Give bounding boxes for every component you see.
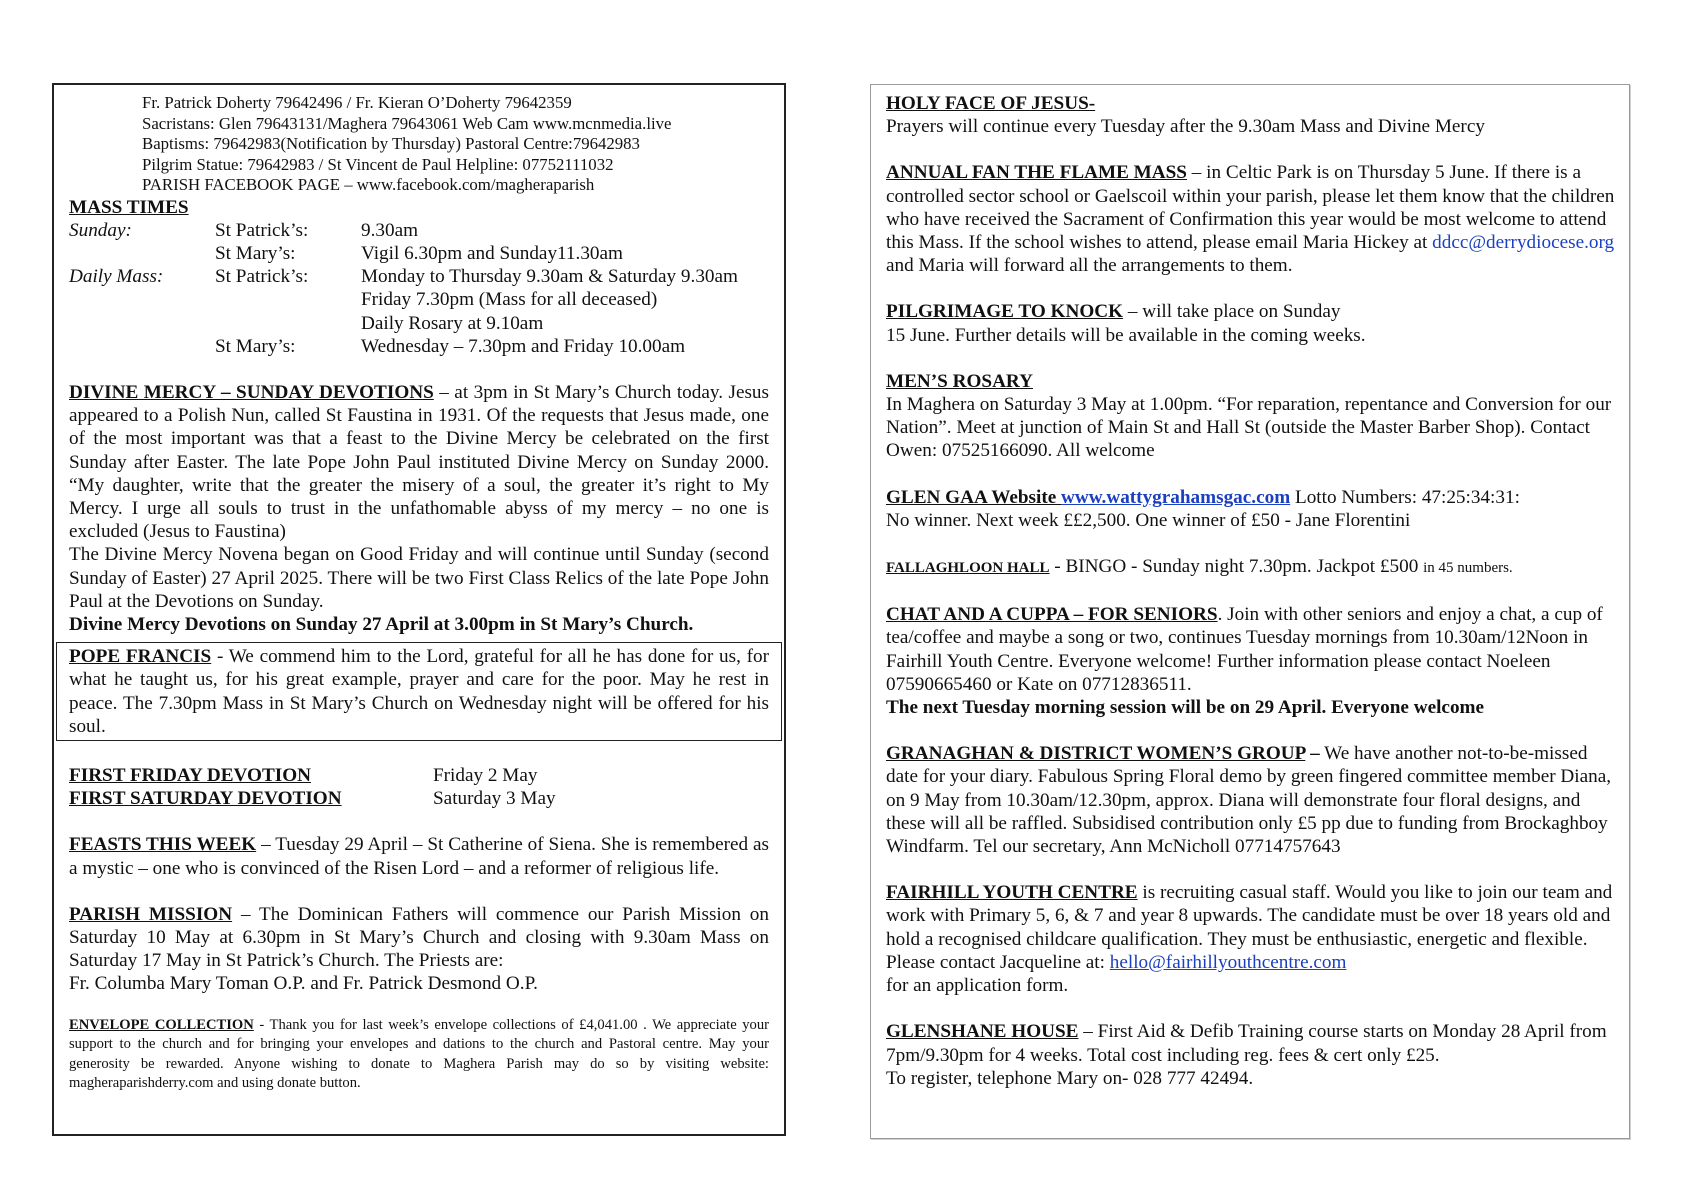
table-row — [69, 312, 738, 335]
glen-gaa-heading: GLEN GAA Website — [886, 486, 1062, 508]
pope-francis-box — [56, 642, 782, 741]
mass-time: Monday to Thursday 9.30am & Saturday 9.30am — [361, 266, 738, 288]
mass-church — [215, 288, 361, 311]
glenshane-text: – First Aid & Defib Training course starts on Monday 28 April from 7pm/9.30pm for 4 weeks. Total cost including reg. fees & cert only £25. — [886, 1021, 1607, 1066]
glenshane-paragraph — [886, 1020, 1615, 1066]
envelope-heading: ENVELOPE COLLECTION — [69, 1016, 254, 1033]
table-row — [69, 242, 738, 265]
glenshane-heading: GLENSHANE HOUSE — [886, 1021, 1079, 1043]
right-panel — [870, 84, 1630, 1139]
knock-paragraph — [886, 300, 1615, 323]
divine-mercy-novena: The Divine Mercy Novena began on Good Friday and will continue until Sunday (second Sunday of Easter) 27 April 2025. There will be two First Class Relics of the late Pope John Paul at the Devotions on Sunday. — [69, 544, 769, 612]
devotion-date: Friday 2 May — [433, 764, 538, 786]
mass-church: St Mary’s: — [215, 335, 296, 357]
fairhill-text-2: for an application form. — [886, 975, 1069, 997]
glen-gaa-text-2: No winner. Next week ££2,500. One winner of £50 - Jane Florentini — [886, 509, 1411, 531]
chat-text: . Join with other seniors and enjoy a chat, a cup of tea/coffee and maybe a song or two, continues Tuesday mornings from 10.30am/12Noon in Fairhill Youth Centre. Everyone welcome! Further information please contact Noeleen 07590665460 or Kate on 07712836511. — [886, 604, 1603, 695]
fan-flame-heading: ANNUAL FAN THE FLAME MASS — [886, 162, 1187, 184]
contact-line: Pilgrim Statue: 79642983 / St Vincent de Paul Helpline: 07752111032 — [142, 154, 614, 174]
devotion-label: FIRST FRIDAY DEVOTION — [69, 764, 311, 786]
glen-gaa-website-link[interactable]: www.wattygrahamsgac.com — [1061, 486, 1291, 508]
mass-time: Daily Rosary at 9.10am — [361, 312, 544, 334]
mass-church: St Mary’s: — [215, 242, 296, 264]
devotion-row — [69, 764, 769, 787]
left-panel — [52, 83, 786, 1136]
mission-priests: Fr. Columba Mary Toman O.P. and Fr. Patrick Desmond O.P. — [69, 973, 538, 995]
glen-gaa-paragraph — [886, 486, 1615, 509]
mission-paragraph — [69, 903, 769, 973]
fairhill-email-link[interactable]: hello@fairhillyouthcentre.com — [1109, 951, 1347, 973]
table-row — [69, 219, 738, 242]
contact-line: Fr. Patrick Doherty 79642496 / Fr. Kieran O’Doherty 79642359 — [142, 93, 572, 112]
feasts-paragraph — [69, 833, 769, 879]
fairhill-paragraph — [886, 881, 1615, 974]
fan-flame-text: – in Celtic Park is on Thursday 5 June. If there is a controlled sector school or Gaelscoil within your parish, please let them know that the children who have received the Sacrament of Confirmation this year would be most welcome to attend this Mass. If the school wishes to attend, please email Maria Hickey at — [886, 162, 1615, 254]
mass-day — [69, 335, 215, 358]
mass-times-heading: MASS TIMES — [69, 196, 189, 218]
table-row — [69, 265, 738, 288]
mass-day — [69, 242, 215, 265]
mission-text: – The Dominican Fathers will commence our Parish Mission on Saturday 10 May at 6.30pm in St Mary’s Church and closing with 9.30am Mass on Saturday 17 May in St Patrick’s Church. The Priests are: — [69, 903, 769, 972]
fan-flame-text-after: and Maria will forward all the arrangements to them. — [886, 255, 1293, 277]
holy-face-heading: HOLY FACE OF JESUS- — [886, 93, 1096, 114]
glenshane-text-2: To register, telephone Mary on- 028 777 42494. — [886, 1067, 1254, 1089]
mass-time: Friday 7.30pm (Mass for all deceased) — [361, 289, 658, 311]
table-row — [69, 335, 738, 358]
pope-francis-paragraph — [69, 645, 769, 738]
fan-flame-paragraph — [886, 161, 1615, 277]
devotion-date: Saturday 3 May — [433, 788, 556, 810]
envelope-paragraph — [69, 1016, 769, 1094]
fallaghloon-small: in 45 numbers. — [1423, 560, 1513, 577]
devotion-label: FIRST SATURDAY DEVOTION — [69, 788, 342, 810]
divine-mercy-bold-line: Divine Mercy Devotions on Sunday 27 April at 3.00pm in St Mary’s Church. — [69, 613, 694, 635]
mass-church: St Patrick’s: — [215, 219, 309, 241]
pope-francis-heading: POPE FRANCIS — [69, 646, 212, 668]
mass-time: 9.30am — [361, 219, 419, 241]
knock-heading: PILGRIMAGE TO KNOCK — [886, 301, 1124, 323]
granaghan-heading: GRANAGHAN & DISTRICT WOMEN’S GROUP — [886, 743, 1306, 765]
pope-francis-text: - We commend him to the Lord, grateful for all he has done for us, for what he taught us, for his great example, prayer and care for the poor. May he rest in peace. The 7.30pm Mass in St Mary’s Church on Wednesday night will be offered for his soul. — [69, 646, 770, 737]
feasts-text: – Tuesday 29 April – St Catherine of Siena. She is remembered as a mystic – one who is convinced of the Risen Lord – and a reformer of religious life. — [69, 834, 769, 879]
table-row — [69, 288, 738, 311]
fallaghloon-text: - BINGO - Sunday night 7.30pm. Jackpot £500 — [1049, 556, 1424, 578]
contact-line: Baptisms: 79642983(Notification by Thursday) Pastoral Centre:79642983 — [142, 134, 640, 153]
holy-face-text: Prayers will continue every Tuesday after the 9.30am Mass and Divine Mercy — [886, 116, 1485, 138]
mass-church: St Patrick’s: — [215, 266, 309, 288]
rosary-heading: MEN’S ROSARY — [886, 370, 1033, 392]
contact-block — [142, 93, 769, 196]
feasts-heading: FEASTS THIS WEEK — [69, 834, 257, 856]
mass-time: Vigil 6.30pm and Sunday11.30am — [361, 242, 623, 264]
mission-heading: PARISH MISSION — [69, 903, 233, 925]
knock-text: – will take place on Sunday — [1123, 301, 1341, 323]
knock-text-2: 15 June. Further details will be available in the coming weeks. — [886, 324, 1366, 346]
mass-church — [215, 312, 361, 335]
contact-line: Sacristans: Glen 79643131/Maghera 79643061 Web Cam www.mcnmedia.live — [142, 113, 672, 133]
mass-day: Sunday: — [69, 219, 132, 241]
chat-paragraph — [886, 603, 1615, 696]
mass-day — [69, 288, 215, 311]
chat-heading: CHAT AND A CUPPA – FOR SENIORS — [886, 604, 1218, 626]
divine-mercy-heading: DIVINE MERCY – SUNDAY DEVOTIONS — [69, 381, 434, 403]
contact-line: PARISH FACEBOOK PAGE – www.facebook.com/magheraparish — [142, 175, 595, 194]
mass-day — [69, 312, 215, 335]
fairhill-heading: FAIRHILL YOUTH CENTRE — [886, 882, 1138, 904]
devotion-row — [69, 787, 769, 810]
fan-flame-email-link[interactable]: ddcc@derrydiocese.org — [1432, 232, 1615, 254]
chat-bold-line: The next Tuesday morning session will be on 29 April. Everyone welcome — [886, 697, 1485, 719]
envelope-text: - Thank you for last week’s envelope collections of £4,041.00 . We appreciate your support to the church and for bringing your envelopes and dations to the church and Pastoral centre. May your generosity be rewarded. Anyone wishing to donate to Maghera Parish may do so by visiting website: magheraparishderry.com and using donate button. — [69, 1016, 769, 1092]
fairhill-text: is recruiting casual staff. Would you like to join our team and work with Primary 5, 6, & 7 and year 8 upwards. The candidate must be over 18 years old and hold a recognised childcare qualification. They must be enthusiastic, energetic and flexible. Please contact Jacqueline at: — [886, 882, 1613, 973]
divine-mercy-paragraph — [69, 381, 769, 543]
divine-mercy-text: – at 3pm in St Mary’s Church today. Jesus appeared to a Polish Nun, called St Faustina in 1931. Of the requests that Jesus made, one of the most important was that a feast to the Divine Mercy be celebrated on the first Sunday after Easter. The late Pope John Paul instituted Divine Mercy on Sunday 2000. “My daughter, write that the greater the misery of a soul, the greater it’s right to My Mercy. I urge all souls to trust in the unfathomable abyss of my mercy – no one is excluded (Jesus to Faustina) — [69, 381, 769, 543]
granaghan-paragraph — [886, 742, 1615, 858]
fallaghloon-paragraph — [886, 555, 1615, 580]
granaghan-text: We have another not-to-be-missed date for your diary. Fabulous Spring Floral demo by green fingered committee member Diana, on 9 May from 10.30am/12.30pm, approx. Diana will demonstrate four floral designs, and these will all be raffled. Subsidised contribution only £5 pp due to funding from Brockaghboy Windfarm. Tel our secretary, Ann McNicholl 07714757643 — [886, 743, 1612, 858]
fallaghloon-heading: FALLAGHLOON HALL — [886, 560, 1050, 577]
granaghan-dash: – — [1305, 743, 1320, 765]
mass-time: Wednesday – 7.30pm and Friday 10.00am — [361, 335, 686, 357]
mass-times-table — [69, 219, 738, 358]
rosary-text: In Maghera on Saturday 3 May at 1.00pm. “For reparation, repentance and Conversion for our Nation”. Meet at junction of Main St and Hall St (outside the Master Barber Shop). Contact Owen: 07525166090. All welcome — [886, 394, 1612, 462]
mass-day: Daily Mass: — [69, 266, 164, 288]
glen-gaa-text: Lotto Numbers: 47:25:34:31: — [1290, 486, 1520, 508]
